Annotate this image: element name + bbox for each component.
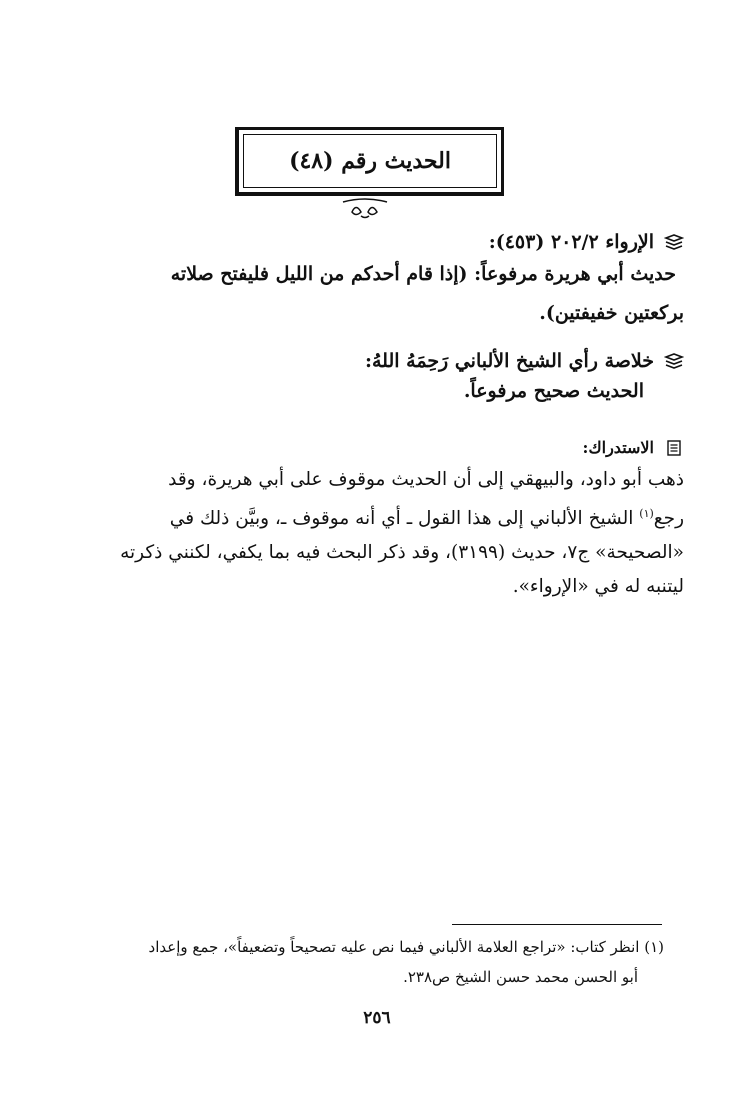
istidrak-line-3: «الصحيحة» ج٧، حديث (٣١٩٩)، وقد ذكر البحث فيه بما يكفي، لكنني ذكرته xyxy=(120,542,684,564)
footnote-line-2: أبو الحسن محمد حسن الشيخ ص٢٣٨. xyxy=(403,968,638,986)
book-stack-icon xyxy=(664,352,684,370)
section-summary xyxy=(70,350,684,411)
section-irwaa-heading xyxy=(70,231,684,253)
hadith-title: الحديث رقم (٤٨) xyxy=(289,148,451,174)
istidrak-line-2-rest: الشيخ الألباني إلى هذا القول ـ أي أنه موقوف ـ، وبيَّن ذلك في xyxy=(169,508,640,530)
title-frame xyxy=(235,127,504,196)
section-irwaa xyxy=(70,231,684,333)
istidrak-line-2 xyxy=(70,497,684,536)
summary-verdict: الحديث صحيح مرفوعاً. xyxy=(463,380,644,402)
section-istidrak xyxy=(70,438,684,604)
hadith-text-line-2: بركعتين خفيفتين). xyxy=(539,302,684,324)
footnote xyxy=(40,932,664,992)
istidrak-heading-text: الاستدراك: xyxy=(582,438,654,457)
page-number: ٢٥٦ xyxy=(363,1008,391,1028)
footnote-marker[interactable]: (١) xyxy=(639,507,654,520)
footnote-line-1: (١) انظر كتاب: «تراجع العلامة الألباني فيما نص عليه تصحيحاً وتضعيفاً»، جمع وإعداد xyxy=(148,938,664,956)
footnote-divider xyxy=(452,924,662,925)
document-icon xyxy=(664,439,684,457)
istidrak-line-1: ذهب أبو داود، والبيهقي إلى أن الحديث موقوف على أبي هريرة، وقد xyxy=(168,469,684,490)
book-stack-icon xyxy=(664,233,684,251)
hadith-text-line-1: حديث أبي هريرة مرفوعاً: (إذا قام أحدكم من الليل فليفتح صلاته xyxy=(170,263,676,285)
irwaa-reference: الإرواء ٢٠٢/٢ (٤٥٣): xyxy=(488,231,654,253)
summary-heading-text: خلاصة رأي الشيخ الألباني رَحِمَهُ اللهُ: xyxy=(364,350,654,372)
istidrak-heading xyxy=(70,438,684,457)
ornament-icon xyxy=(340,196,390,220)
section-summary-heading xyxy=(70,350,684,372)
istidrak-line-2-start: رجع xyxy=(653,508,684,530)
istidrak-line-4: ليتنبه له في «الإرواء». xyxy=(512,576,684,598)
